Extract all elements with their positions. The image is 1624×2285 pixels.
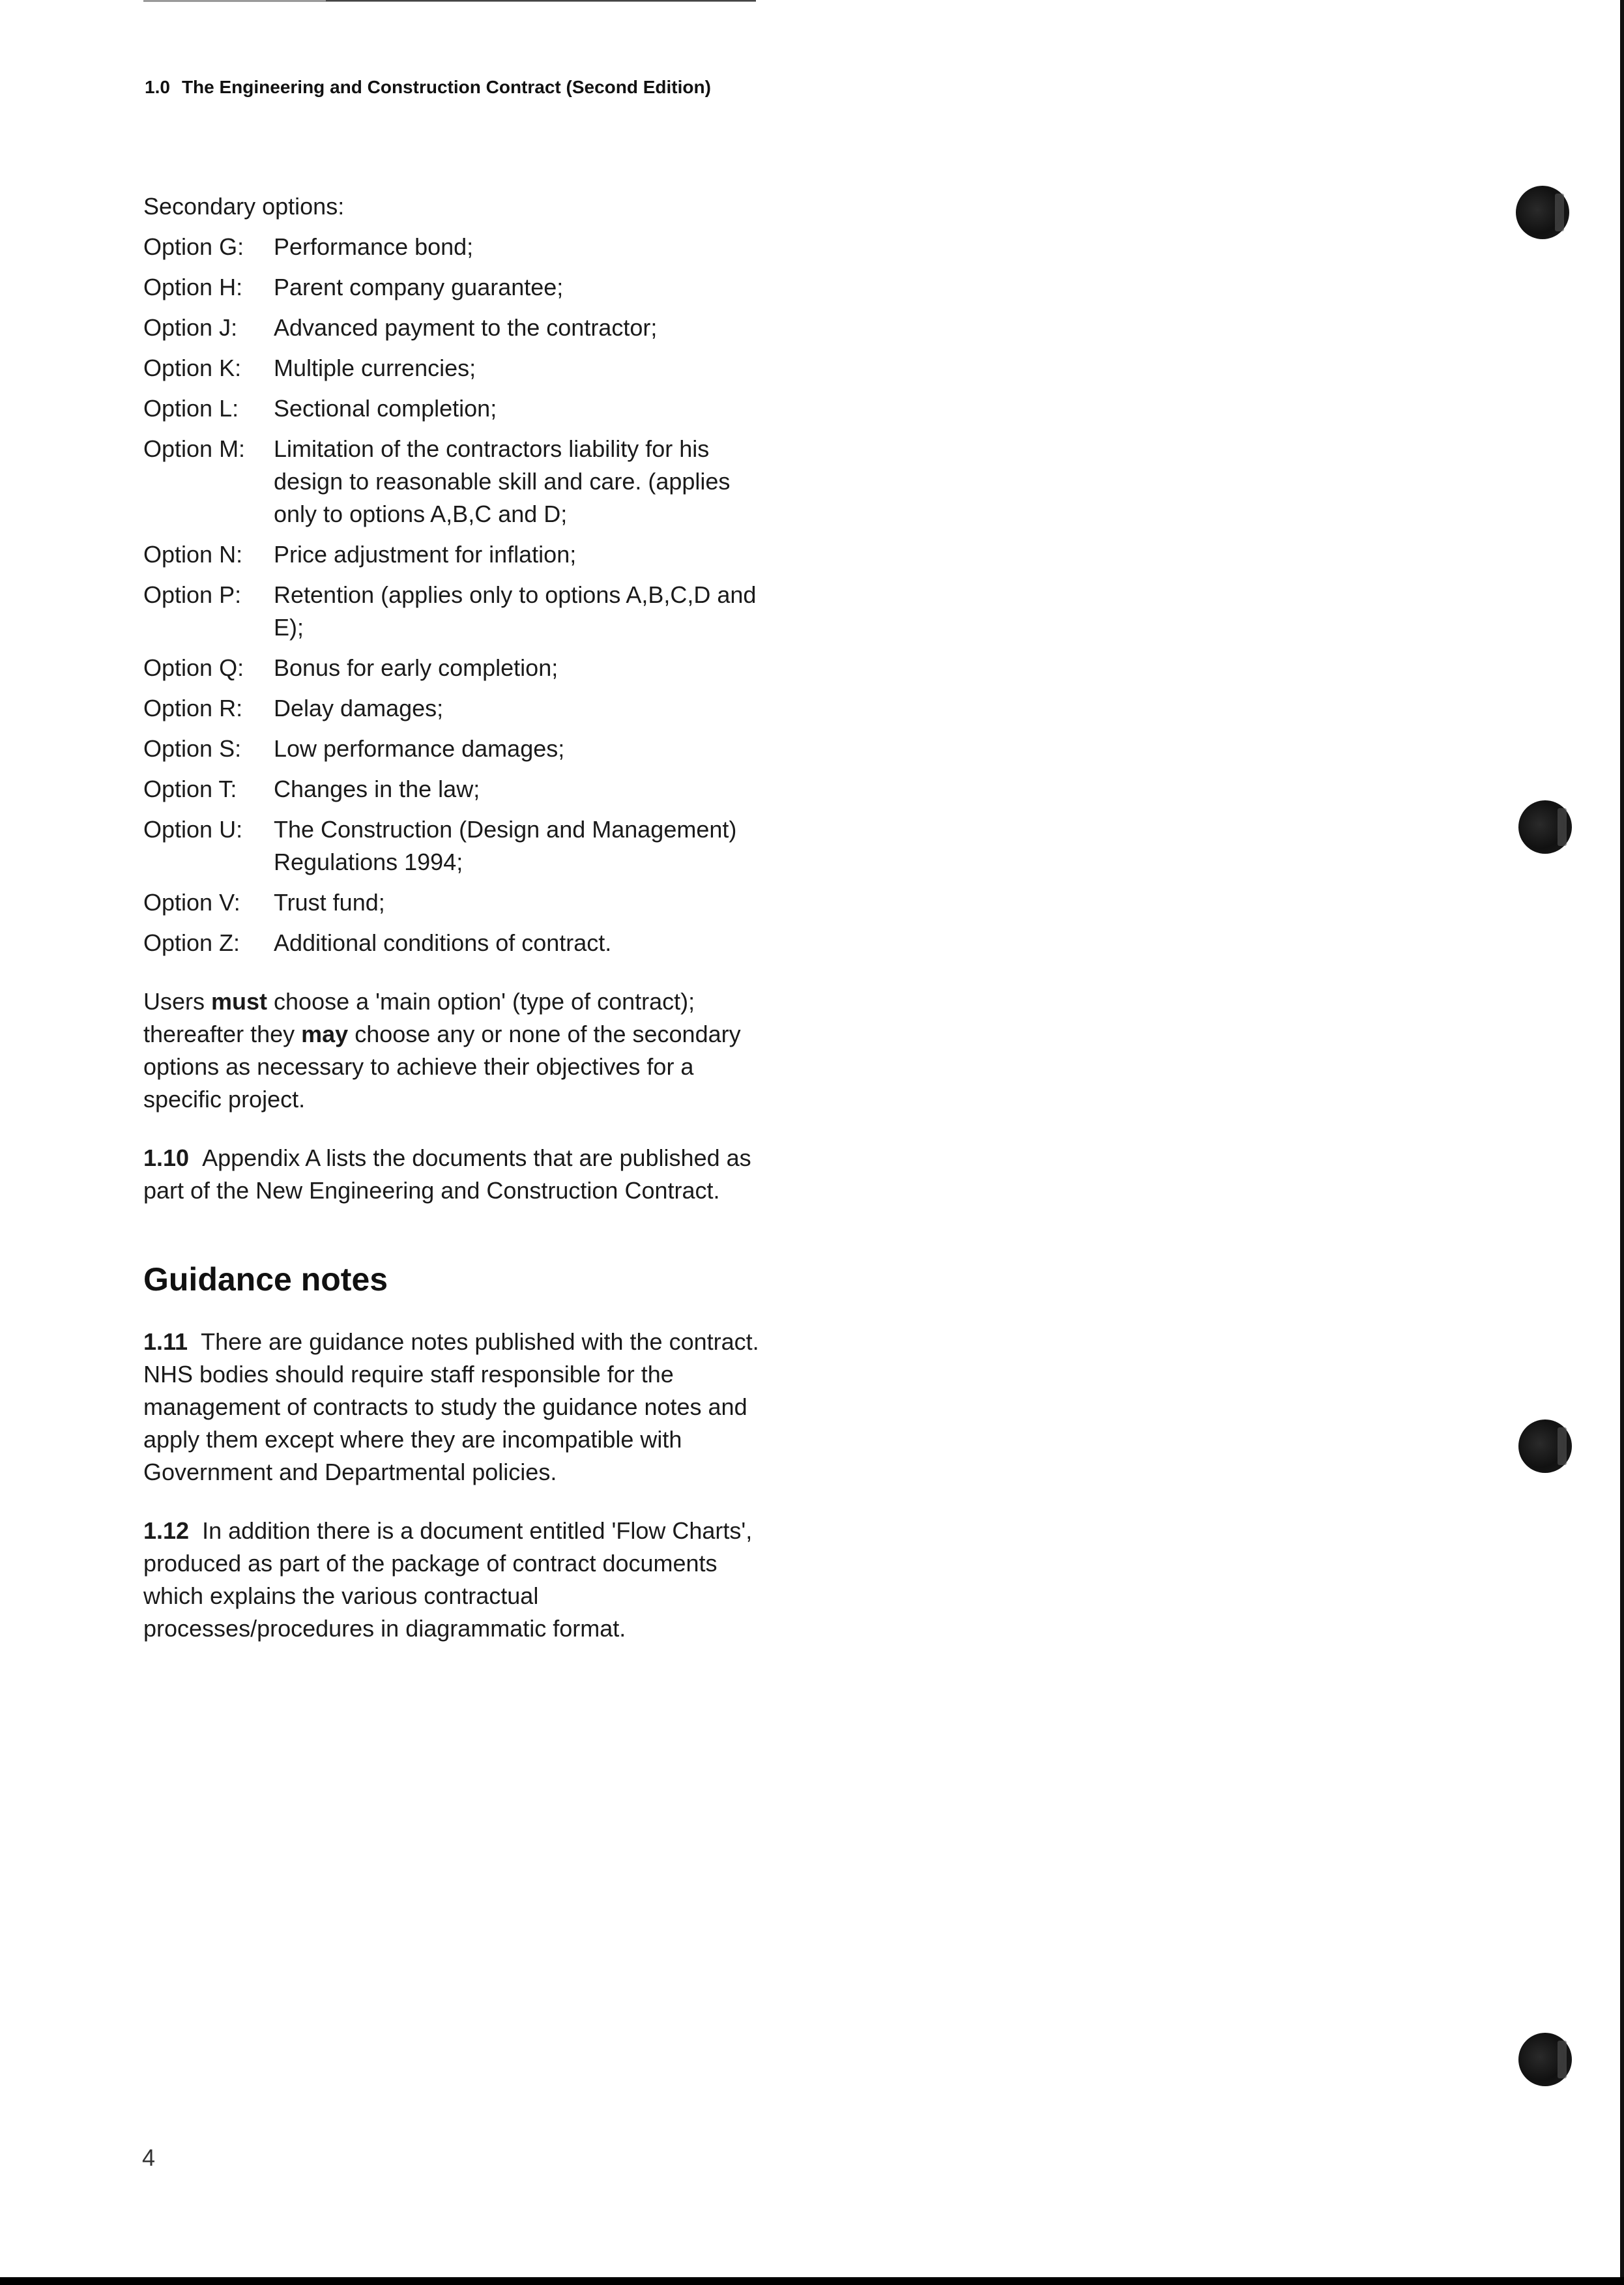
- option-row: [143, 927, 769, 959]
- option-description: The Construction (Design and Management) Regulations 1994;: [274, 816, 737, 875]
- option-key: Option H:: [143, 274, 243, 300]
- option-description: Sectional completion;: [274, 395, 497, 422]
- secondary-options-label: Secondary options:: [143, 193, 345, 220]
- secondary-options-list: [143, 231, 769, 959]
- paragraph-number: 1.10: [143, 1144, 190, 1171]
- scan-bottom-edge: [0, 2277, 1624, 2285]
- punch-hole-icon: [1518, 1419, 1572, 1473]
- option-description: Bonus for early completion;: [274, 654, 558, 681]
- punch-hole-icon: [1518, 800, 1572, 854]
- option-row: [143, 392, 769, 425]
- option-key: Option S:: [143, 735, 242, 762]
- option-description: Limitation of the contractors liability for his design to reasonable skill and care. (applies only to options A,B,C and D;: [274, 435, 731, 527]
- paragraph-text: There are guidance notes published with the contract. NHS bodies should require staff responsible for the management of contracts to study the guidance notes and apply them except where they are incompatible with Government and Departmental policies.: [143, 1328, 759, 1485]
- option-description: Performance bond;: [274, 233, 474, 260]
- option-row: [143, 352, 769, 385]
- paragraph-text: Appendix A lists the documents that are published as part of the New Engineering and Construction Contract.: [143, 1144, 751, 1204]
- users-paragraph-text: choose any or none of the secondary options as necessary to achieve their objectives for a specific project.: [143, 1021, 741, 1113]
- option-row: [143, 538, 769, 571]
- punch-hole-icon: [1516, 186, 1569, 239]
- option-row: [143, 886, 769, 919]
- option-description: Advanced payment to the contractor;: [274, 314, 658, 341]
- header-section-number: 1.0: [145, 77, 170, 97]
- paragraph-1-10: [143, 1142, 769, 1207]
- option-row: [143, 579, 769, 644]
- header-title: The Engineering and Construction Contract (Second Edition): [181, 77, 711, 97]
- option-key: Option G:: [143, 233, 244, 260]
- running-header: [145, 77, 711, 98]
- option-description: Retention (applies only to options A,B,C,D and E);: [274, 581, 757, 641]
- option-description: Changes in the law;: [274, 776, 480, 802]
- scan-right-edge: [1620, 0, 1624, 2285]
- option-key: Option L:: [143, 395, 239, 422]
- option-row: [143, 652, 769, 684]
- option-description: Additional conditions of contract.: [274, 929, 612, 956]
- option-row: [143, 433, 769, 531]
- option-key: Option J:: [143, 314, 238, 341]
- option-row: [143, 231, 769, 263]
- option-description: Delay damages;: [274, 695, 444, 721]
- paragraph-1-11: [143, 1326, 769, 1489]
- option-description: Price adjustment for inflation;: [274, 541, 577, 568]
- option-key: Option Z:: [143, 929, 240, 956]
- option-description: Parent company guarantee;: [274, 274, 564, 300]
- option-row: [143, 813, 769, 879]
- option-key: Option N:: [143, 541, 243, 568]
- option-row: [143, 692, 769, 725]
- users-paragraph-must: must: [211, 988, 268, 1015]
- option-row: [143, 773, 769, 806]
- option-key: Option P:: [143, 581, 242, 608]
- users-paragraph-text: Users: [143, 988, 212, 1015]
- option-key: Option T:: [143, 776, 237, 802]
- option-row: [143, 733, 769, 765]
- option-description: Trust fund;: [274, 889, 385, 916]
- guidance-notes-heading: Guidance notes: [143, 1261, 388, 1298]
- scan-top-edge-line-dark: [326, 0, 756, 1]
- option-key: Option R:: [143, 695, 243, 721]
- paragraph-number: 1.11: [143, 1328, 188, 1355]
- punch-hole-icon: [1518, 2033, 1572, 2086]
- option-key: Option M:: [143, 435, 246, 462]
- page-number: 4: [142, 2144, 156, 2171]
- users-paragraph-text: choose a 'main option' (type of contract); thereafter they: [143, 988, 695, 1047]
- users-paragraph-may: may: [301, 1021, 349, 1047]
- page-content: [143, 190, 769, 1645]
- option-description: Low performance damages;: [274, 735, 565, 762]
- option-key: Option K:: [143, 355, 242, 381]
- option-row: [143, 271, 769, 304]
- paragraph-number: 1.12: [143, 1517, 190, 1544]
- option-key: Option V:: [143, 889, 240, 916]
- paragraph-1-12: [143, 1515, 769, 1645]
- option-description: Multiple currencies;: [274, 355, 476, 381]
- paragraph-text: In addition there is a document entitled 'Flow Charts', produced as part of the package of contract documents which explains the various contractual processes/procedures in diagrammatic format.: [143, 1517, 753, 1642]
- option-row: [143, 312, 769, 344]
- option-key: Option Q:: [143, 654, 244, 681]
- option-key: Option U:: [143, 816, 243, 843]
- users-paragraph: [143, 985, 769, 1116]
